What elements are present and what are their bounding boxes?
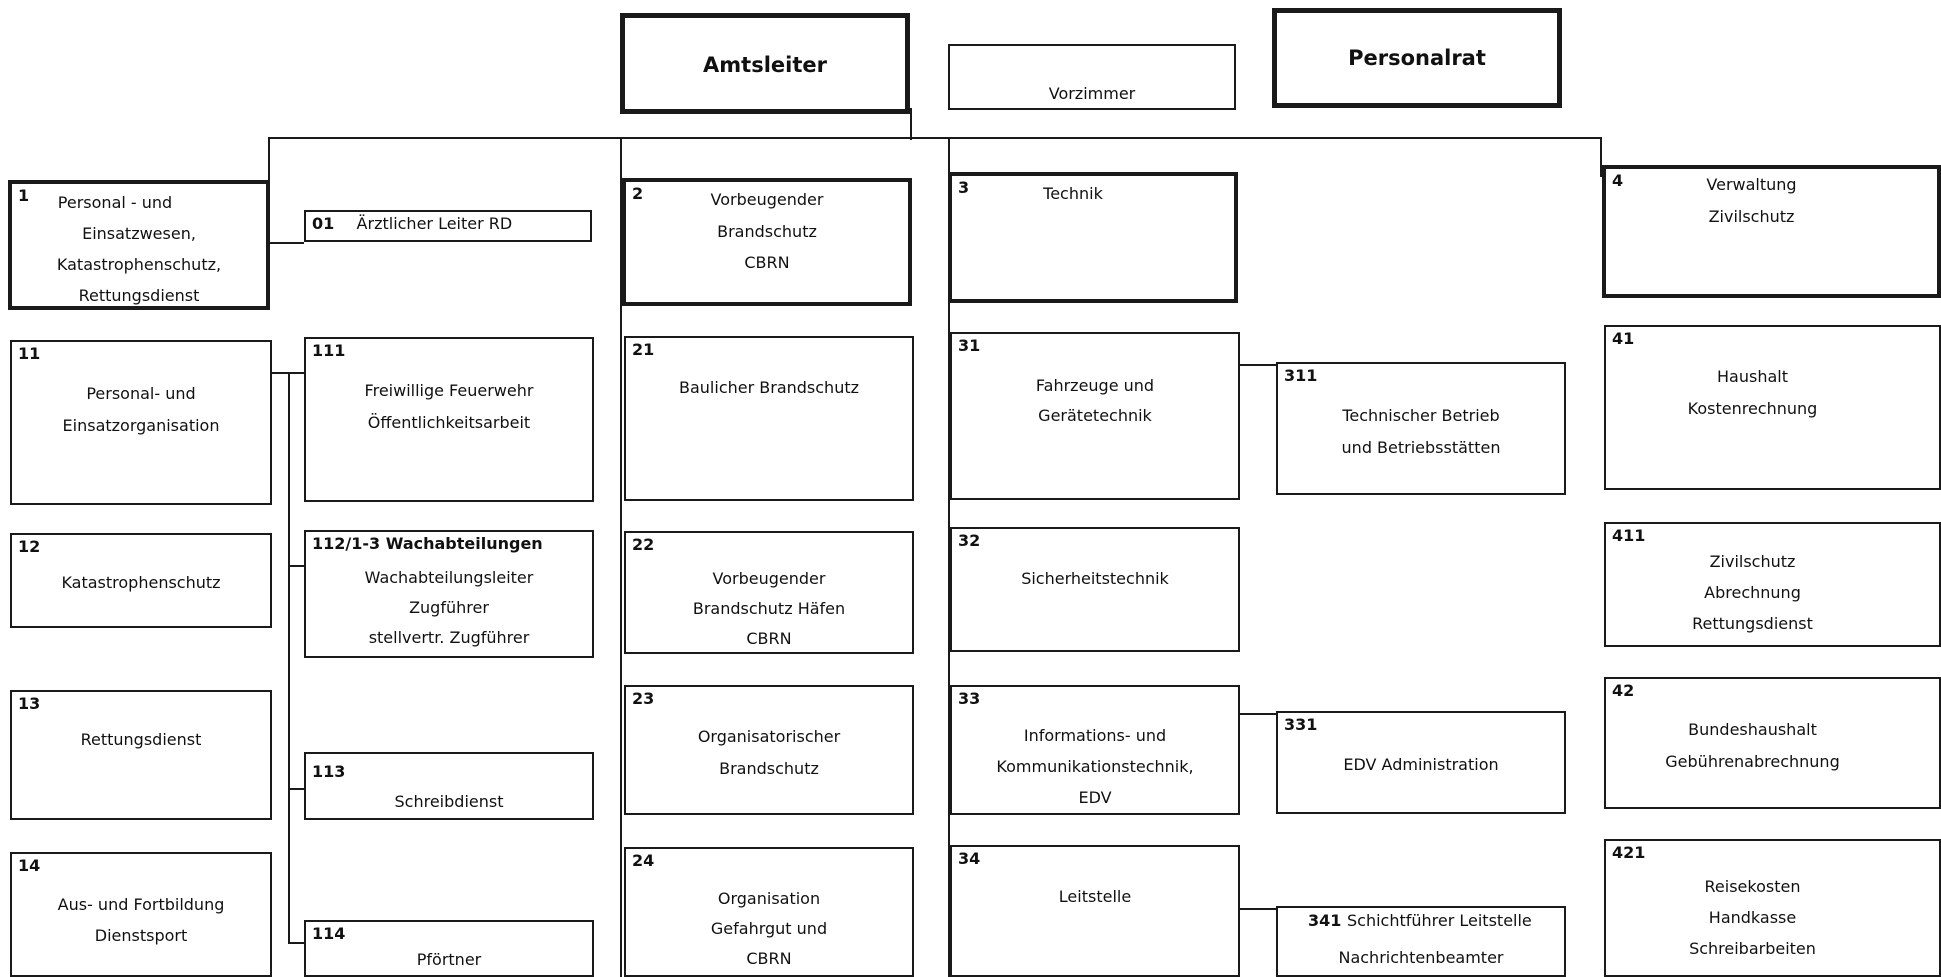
dept-number: 331 [1284, 715, 1318, 734]
dept-line: Dienstsport [94, 926, 188, 945]
dept-number: 311 [1284, 366, 1318, 385]
dept-number: 42 [1612, 681, 1635, 700]
dept-number: 411 [1612, 526, 1646, 545]
dept-line: Wachabteilungsleiter [364, 568, 534, 587]
dept-number: 11 [18, 344, 41, 363]
dept-number: 12 [18, 537, 41, 556]
dept-line: Rettungsdienst [1692, 614, 1813, 633]
dept-number: 31 [958, 336, 981, 355]
dept-line: EDV [1078, 788, 1112, 807]
dept-line: Nachrichtenbeamter [1338, 948, 1504, 967]
amtsleiter-box [620, 13, 910, 114]
dept-114-box [304, 920, 594, 977]
dept-331-box [1276, 711, 1566, 814]
dept-311-box [1276, 362, 1566, 495]
dept-1-box [8, 180, 270, 310]
dept-line: Organisatorischer [697, 727, 841, 746]
dept-line: Fahrzeuge und [1035, 376, 1155, 395]
dept-number: 421 [1612, 843, 1646, 862]
dept-line: Informations- und [1023, 726, 1167, 745]
dept-label: Wachabteilungen [385, 534, 543, 553]
dept-line: Abrechnung [1704, 583, 1801, 602]
dept-number: 24 [632, 851, 655, 870]
dept-112-box [304, 530, 594, 658]
dept-line: Pförtner [416, 950, 482, 969]
connector-line [268, 372, 306, 374]
vorzimmer-box [948, 44, 1236, 110]
dept-line: Rettungsdienst [78, 286, 200, 305]
dept-number: 34 [958, 849, 981, 868]
dept-12-box [10, 533, 272, 628]
dept-heading [1308, 911, 1532, 930]
connector-line [910, 108, 912, 140]
connector-line [268, 137, 1602, 139]
dept-number: 112/1-3 [312, 534, 381, 553]
dept-line: Vorbeugender [712, 569, 826, 588]
dept-number: 22 [632, 535, 655, 554]
dept-number: 14 [18, 856, 41, 875]
dept-line: Zugführer [409, 598, 489, 617]
dept-23-box [624, 685, 914, 815]
dept-line: Gerätetechnik [1038, 406, 1152, 425]
vorzimmer-label: Vorzimmer [1048, 84, 1136, 103]
personalrat-label: Personalrat [1348, 46, 1486, 70]
dept-number: 4 [1612, 171, 1624, 190]
connector-line [268, 137, 270, 182]
dept-line: Haushalt [1717, 367, 1788, 386]
dept-number: 23 [632, 689, 655, 708]
dept-number: 111 [312, 341, 346, 360]
dept-line: EDV Administration [1343, 755, 1499, 774]
dept-11-box [10, 340, 272, 505]
dept-label: Schichtführer Leitstelle [1346, 911, 1532, 930]
dept-113-box [304, 752, 594, 820]
connector-line [1238, 713, 1276, 715]
dept-line: Katastrophenschutz, [56, 255, 222, 274]
dept-31-box [950, 332, 1240, 500]
dept-number: 32 [958, 531, 981, 550]
dept-number: 13 [18, 694, 41, 713]
dept-line: Rettungsdienst [80, 730, 202, 749]
dept-42-box [1604, 677, 1941, 809]
dept-line: Kommunikationstechnik, [996, 757, 1194, 776]
dept-line: Personal - und [57, 193, 173, 212]
dept-line: Technischer Betrieb [1342, 406, 1500, 425]
dept-line: CBRN [744, 253, 790, 272]
dept-line: Schreibdienst [394, 792, 504, 811]
dept-line: Organisation [717, 889, 821, 908]
dept-line: CBRN [746, 629, 792, 648]
dept-line: CBRN [746, 949, 792, 968]
dept-number: 3 [958, 178, 970, 197]
dept-line: Gebührenabrechnung [1665, 752, 1840, 771]
dept-line: Brandschutz [719, 759, 819, 778]
dept-number: 33 [958, 689, 981, 708]
dept-4-box [1602, 165, 1941, 298]
dept-number: 41 [1612, 329, 1635, 348]
connector-line [288, 372, 290, 944]
dept-line: Sicherheitstechnik [1021, 569, 1169, 588]
dept-line: Baulicher Brandschutz [679, 378, 859, 397]
dept-341-box [1276, 906, 1566, 977]
dept-421-box [1604, 839, 1941, 977]
dept-line: und Betriebsstätten [1341, 438, 1501, 457]
dept-line: Verwaltung [1706, 175, 1797, 194]
dept-34-box [950, 845, 1240, 977]
dept-22-box [624, 531, 914, 654]
dept-line: Brandschutz [717, 222, 817, 241]
dept-line: Leitstelle [1058, 887, 1132, 906]
dept-line: Technik [1043, 184, 1103, 203]
dept-line: Brandschutz Häfen [692, 599, 846, 618]
dept-line: Öffentlichkeitsarbeit [367, 413, 531, 432]
dept-3-box [948, 172, 1238, 303]
dept-number: 21 [632, 340, 655, 359]
dept-number: 113 [312, 762, 346, 781]
personalrat-box [1272, 8, 1562, 108]
dept-label: Ärztlicher Leiter RD [356, 214, 513, 233]
dept-line: Freiwillige Feuerwehr [364, 381, 534, 400]
dept-line: Handkasse [1708, 908, 1797, 927]
dept-411-box [1604, 522, 1941, 647]
connector-line [1238, 908, 1276, 910]
dept-01-box [304, 210, 592, 242]
connector-line [268, 242, 304, 244]
dept-line: Vorbeugender [710, 190, 824, 209]
dept-line: Schreibarbeiten [1689, 939, 1816, 958]
dept-number: 2 [632, 184, 644, 203]
dept-line: Gefahrgut und [710, 919, 828, 938]
dept-24-box [624, 847, 914, 977]
dept-line: Zivilschutz [1708, 207, 1795, 226]
dept-111-box [304, 337, 594, 502]
dept-33-box [950, 685, 1240, 815]
dept-heading [312, 534, 543, 553]
dept-2-box [622, 178, 912, 306]
dept-line: stellvertr. Zugführer [368, 628, 530, 647]
dept-heading [312, 214, 512, 233]
dept-number: 01 [312, 214, 335, 233]
dept-line: Zivilschutz [1709, 552, 1796, 571]
dept-line: Aus- und Fortbildung [57, 895, 225, 914]
dept-line: Bundeshaushalt [1688, 720, 1817, 739]
dept-number: 341 [1308, 911, 1342, 930]
dept-number: 1 [18, 186, 30, 205]
dept-14-box [10, 852, 272, 977]
dept-number: 114 [312, 924, 346, 943]
dept-13-box [10, 690, 272, 820]
dept-line: Einsatzwesen, [82, 224, 196, 243]
dept-line: Reisekosten [1704, 877, 1801, 896]
dept-41-box [1604, 325, 1941, 490]
dept-32-box [950, 527, 1240, 652]
dept-21-box [624, 336, 914, 501]
dept-line: Katastrophenschutz [61, 573, 221, 592]
dept-line: Einsatzorganisation [62, 416, 220, 435]
dept-line: Kostenrechnung [1687, 399, 1818, 418]
dept-line: Personal- und [86, 384, 196, 403]
connector-line [1238, 364, 1276, 366]
amtsleiter-label: Amtsleiter [703, 53, 827, 77]
